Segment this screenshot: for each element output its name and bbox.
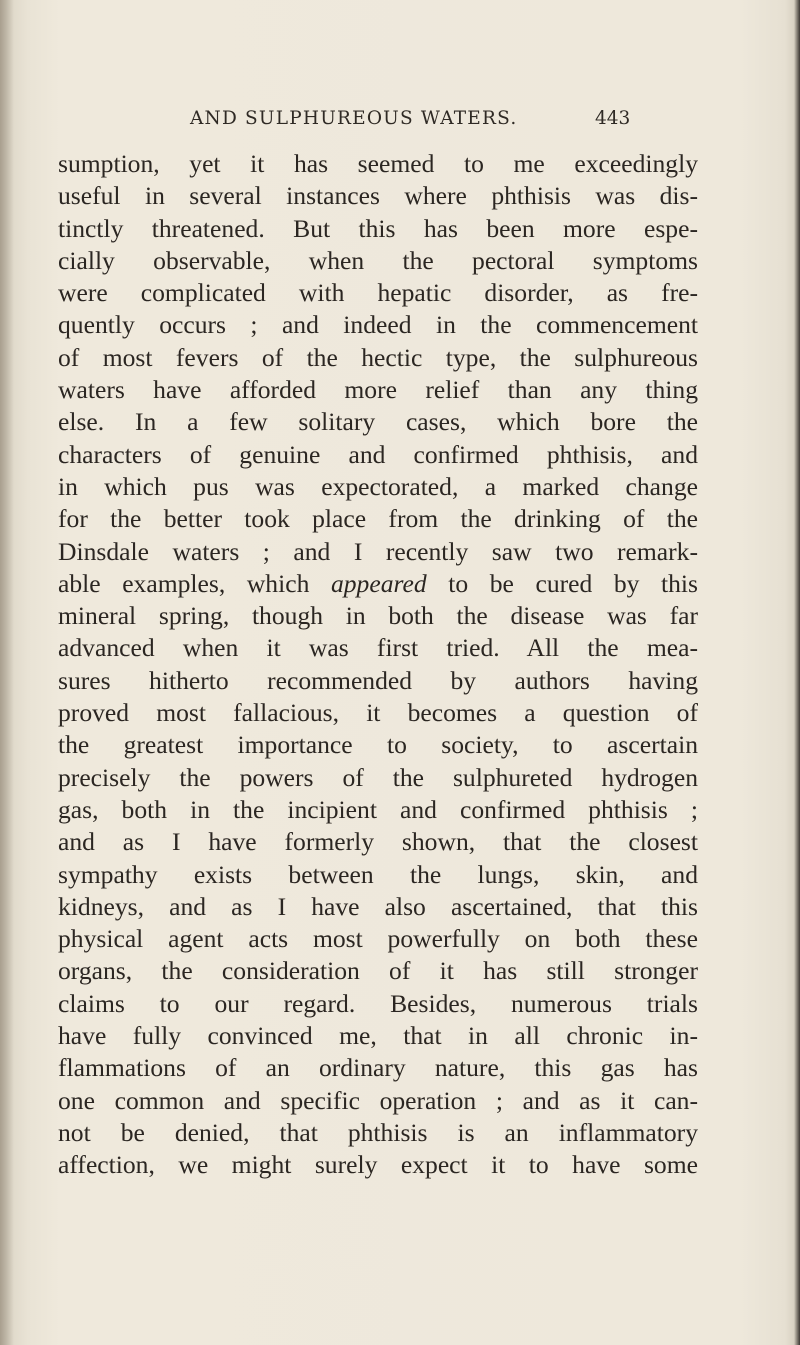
text-line: and as I have formerly shown, that the closest	[58, 827, 698, 857]
page-number: 443	[595, 108, 631, 129]
text-line-with-italic	[58, 568, 698, 600]
gutter-shadow	[0, 0, 14, 1345]
text-line: organs, the consideration of it has still stronger	[58, 956, 698, 986]
text-line: in which pus was expectorated, a marked change	[58, 471, 698, 501]
text-line: tinctly threatened. But this has been more espe-	[58, 213, 698, 243]
running-header	[190, 108, 630, 138]
text-line: affection, we might surely expect it to have some	[58, 1150, 698, 1180]
text-line: quently occurs ; and indeed in the commencement	[58, 310, 698, 340]
text-line: waters have afforded more relief than any thing	[58, 375, 698, 405]
text-line: were complicated with hepatic disorder, as fre-	[58, 278, 698, 308]
text-line: claims to our regard. Besides, numerous trials	[58, 988, 698, 1018]
text-line: not be denied, that phthisis is an inflammatory	[58, 1117, 698, 1147]
text-line: one common and specific operation ; and as it can-	[58, 1085, 698, 1115]
text-line: Dinsdale waters ; and I recently saw two remark-	[58, 536, 698, 566]
text-segment: able examples, which	[58, 568, 331, 598]
text-line: mineral spring, though in both the disease was far	[58, 601, 698, 631]
text-line: precisely the powers of the sulphureted hydrogen	[58, 762, 698, 792]
text-line: sures hitherto recommended by authors having	[58, 665, 698, 695]
text-line: cially observable, when the pectoral symptoms	[58, 245, 698, 275]
text-line: sympathy exists between the lungs, skin, and	[58, 859, 698, 889]
running-header-title: AND SULPHUREOUS WATERS.	[190, 108, 518, 129]
body-text	[58, 148, 698, 1182]
text-line: kidneys, and as I have also ascertained, that this	[58, 891, 698, 921]
text-line: useful in several instances where phthisis was dis-	[58, 181, 698, 211]
text-line: characters of genuine and confirmed phthisis, and	[58, 439, 698, 469]
text-segment: to be cured by this	[426, 568, 698, 598]
text-line: flammations of an ordinary nature, this gas has	[58, 1053, 698, 1083]
italic-word: appeared	[330, 568, 427, 598]
text-line: gas, both in the incipient and confirmed phthisis ;	[58, 794, 698, 824]
text-line: have fully convinced me, that in all chronic in-	[58, 1021, 698, 1051]
text-line: of most fevers of the hectic type, the sulphureous	[58, 342, 698, 372]
page-edge	[794, 0, 800, 1345]
text-line: physical agent acts most powerfully on both these	[58, 924, 698, 954]
text-line: else. In a few solitary cases, which bore the	[58, 407, 698, 437]
text-line: advanced when it was first tried. All the mea-	[58, 633, 698, 663]
text-line: for the better took place from the drinking of the	[58, 504, 698, 534]
text-line: proved most fallacious, it becomes a question of	[58, 698, 698, 728]
text-line: sumption, yet it has seemed to me exceedingly	[58, 149, 698, 178]
text-line: the greatest importance to society, to ascertain	[58, 730, 698, 760]
